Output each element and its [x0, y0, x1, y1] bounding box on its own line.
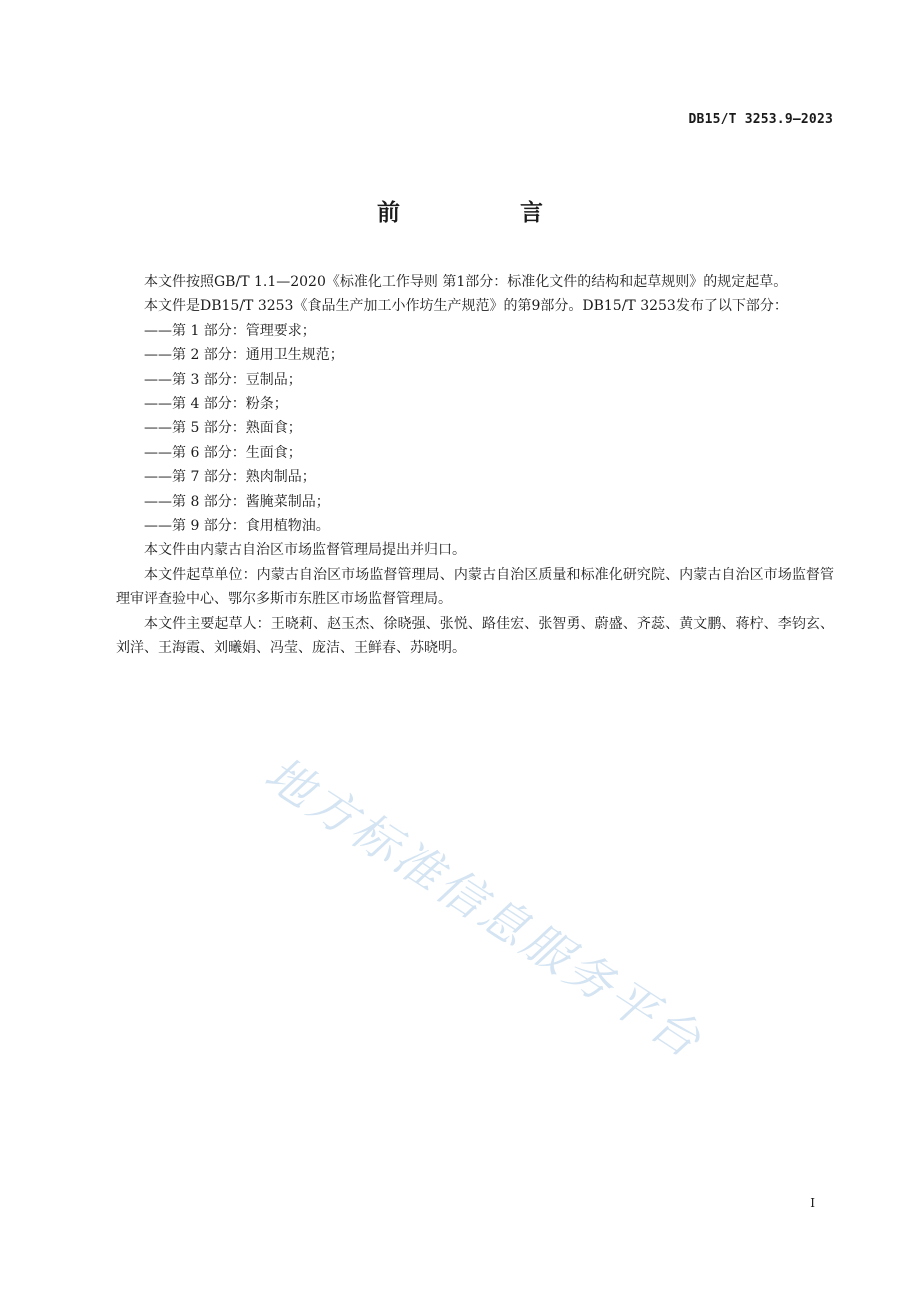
paragraph-series-intro: 本文件是DB15/T 3253《食品生产加工小作坊生产规范》的第9部分。DB15/T 3253发布了以下部分：	[144, 298, 788, 315]
page-title: 前 言	[376, 200, 599, 226]
list-item: ——第 8 部分：酱腌菜制品；	[144, 493, 330, 510]
watermark: 地方标准信息服务平台	[254, 746, 713, 1071]
list-item: ——第 4 部分：粉条；	[144, 396, 288, 413]
foreword-body	[116, 270, 834, 661]
list-item: ——第 2 部分：通用卫生规范；	[144, 347, 344, 364]
paragraph-drafters: 本文件主要起草人：王晓莉、赵玉杰、徐晓强、张悦、路佳宏、张智勇、蔚盛、齐蕊、黄文鹏、蒋柠、李钧玄、刘洋、王海霞、刘曦娟、冯莹、庞洁、王鲜春、苏晓明。	[116, 615, 834, 657]
list-item: ——第 1 部分：管理要求；	[144, 322, 316, 339]
list-item: ——第 9 部分：食用植物油。	[144, 518, 330, 535]
list-item: ——第 7 部分：熟肉制品；	[144, 469, 316, 486]
list-item: ——第 6 部分：生面食；	[144, 444, 302, 461]
page-number: I	[810, 1196, 815, 1210]
paragraph-drafting-basis: 本文件按照GB/T 1.1—2020《标准化工作导则 第1部分：标准化文件的结构和起草规则》的规定起草。	[144, 274, 788, 290]
list-item: ——第 3 部分：豆制品；	[144, 371, 302, 388]
list-item: ——第 5 部分：熟面食；	[144, 420, 302, 437]
parts-list	[116, 319, 834, 539]
paragraph-drafting-units: 本文件起草单位：内蒙古自治区市场监督管理局、内蒙古自治区质量和标准化研究院、内蒙古自治区市场监督管理审评查验中心、鄂尔多斯市东胜区市场监督管理局。	[116, 566, 834, 608]
paragraph-proposer: 本文件由内蒙古自治区市场监督管理局提出并归口。	[144, 542, 466, 559]
document-code: DB15/T 3253.9—2023	[688, 112, 833, 127]
